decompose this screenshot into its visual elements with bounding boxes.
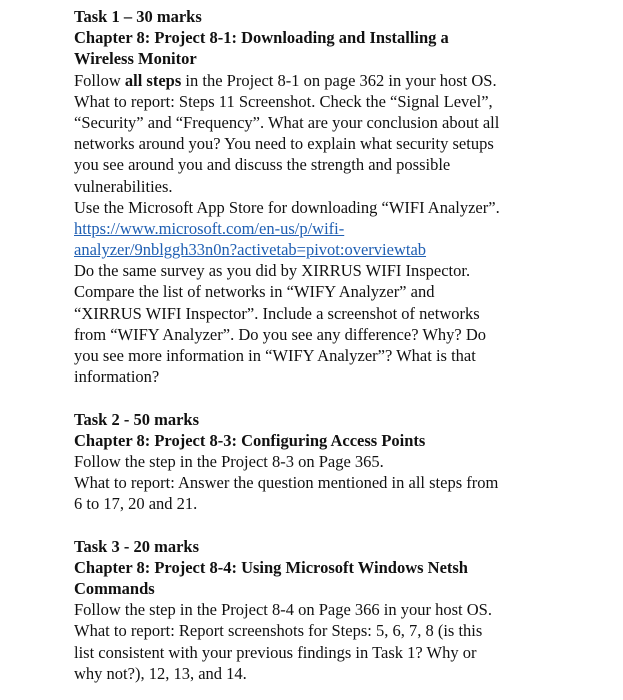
task-2-header: Task 2 - 50 marks: [74, 409, 199, 429]
task-2-body-line: What to report: Answer the question mentioned in all steps from: [74, 473, 499, 493]
task-1-body-line: Do the same survey as you did by XIRRUS WIFI Inspector.: [74, 261, 471, 281]
emphasis-text: all steps: [124, 70, 182, 90]
task-2-body-line: 6 to 17, 20 and 21.: [74, 494, 198, 514]
task-3-body-line: list consistent with your previous findings in Task 1? Why or: [74, 642, 477, 662]
task-3-header: Task 3 - 20 marks: [74, 536, 199, 556]
task-1-body-line: “XIRRUS WIFI Inspector”. Include a screenshot of networks: [74, 303, 480, 323]
task-2-chapter-line: Chapter 8: Project 8-3: Configuring Access Points: [74, 430, 426, 450]
task-1-chapter-line: Chapter 8: Project 8-1: Downloading and Installing a: [74, 28, 449, 48]
wifi-analyzer-link[interactable]: analyzer/9nblggh33n0n?activetab=pivot:overviewtab: [74, 240, 427, 260]
task-3-body-line: What to report: Report screenshots for Steps: 5, 6, 7, 8 (is this: [74, 621, 483, 641]
task-3-chapter-line: Chapter 8: Project 8-4: Using Microsoft Windows Netsh: [74, 557, 468, 577]
task-1-body-line: you see more information in “WIFY Analyzer”? What is that: [74, 346, 476, 365]
task-1-chapter-line: Wireless Monitor: [74, 49, 197, 69]
task-1-header: Task 1 – 30 marks: [74, 7, 202, 26]
task-1-body-line: information?: [74, 367, 160, 387]
task-3-chapter-line: Commands: [74, 579, 155, 599]
task-3-body-line: Follow the step in the Project 8-4 on Page 366 in your host OS.: [74, 600, 492, 620]
task-3-section: [74, 536, 623, 684]
task-1-body-line: networks around you? You need to explain what security setups: [74, 134, 494, 154]
task-1-body-line: you see around you and discuss the strength and possible: [74, 155, 451, 175]
task-1-body-line: vulnerabilities.: [74, 176, 173, 196]
task-1-body-line: “Security” and “Frequency”. What are your conclusion about all: [74, 112, 500, 132]
text-run: in the Project 8-1 on page 362 in your host OS.: [181, 70, 497, 90]
wifi-analyzer-link-line[interactable]: [74, 239, 623, 260]
task-1-body-line: Use the Microsoft App Store for downloading “WIFI Analyzer”.: [74, 197, 500, 217]
task-1-section: [74, 6, 623, 387]
section-spacer: [74, 387, 623, 408]
task-3-body-line: why not?), 12, 13, and 14.: [74, 663, 247, 683]
section-spacer: [74, 515, 623, 536]
task-1-body-line: from “WIFY Analyzer”. Do you see any difference? Why? Do: [74, 324, 487, 344]
task-2-body-line: Follow the step in the Project 8-3 on Page 365.: [74, 451, 384, 471]
wifi-analyzer-link[interactable]: https://www.microsoft.com/en-us/p/wifi-: [74, 218, 345, 238]
task-1-instruction-line: [74, 70, 623, 91]
wifi-analyzer-link-line[interactable]: [74, 218, 623, 239]
text-run: Follow: [74, 70, 125, 90]
task-1-body-line: What to report: Steps 11 Screenshot. Check the “Signal Level”,: [74, 91, 493, 111]
task-2-section: [74, 409, 623, 515]
task-1-body-line: Compare the list of networks in “WIFY Analyzer” and: [74, 282, 435, 302]
